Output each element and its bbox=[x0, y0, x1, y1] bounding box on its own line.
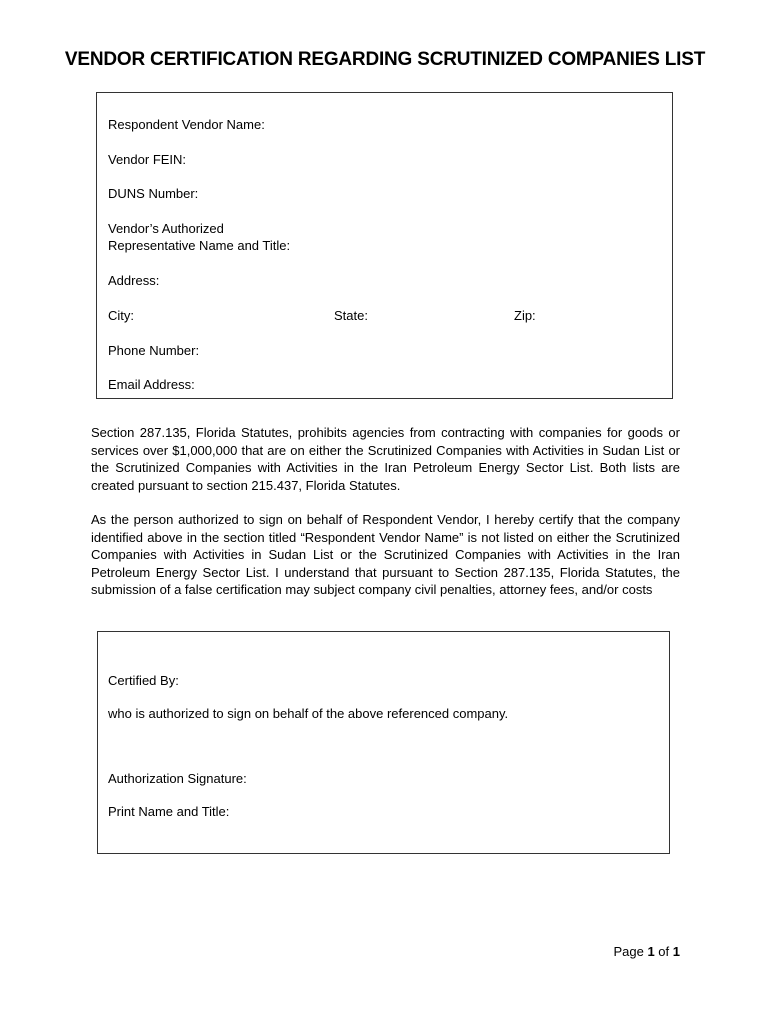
statute-paragraph: Section 287.135, Florida Statutes, prohibits agencies from contracting with companies for goods or services over $1,000,000 that are on either the Scrutinized Companies with Activities in Sudan List or the Scrutinized Companies with Activities in the Iran Petroleum Energy Sector List. Both lists are created pursuant to section 215.437, Florida Statutes. bbox=[91, 425, 680, 493]
phone-number-label: Phone Number: bbox=[108, 343, 200, 358]
authorized-rep-label-line1: Vendor’s Authorized bbox=[108, 221, 224, 236]
authorized-rep-label-line2: Representative Name and Title: bbox=[108, 238, 291, 253]
address-label: Address: bbox=[108, 273, 160, 288]
duns-number-label: DUNS Number: bbox=[108, 186, 199, 201]
state-label: State: bbox=[334, 308, 368, 323]
respondent-vendor-name-label: Respondent Vendor Name: bbox=[108, 117, 265, 132]
print-name-title-label: Print Name and Title: bbox=[108, 804, 230, 819]
page-total: 1 bbox=[672, 944, 680, 959]
page-title: VENDOR CERTIFICATION REGARDING SCRUTINIZED COMPANIES LIST bbox=[64, 49, 706, 70]
vendor-info-box bbox=[96, 92, 673, 399]
certified-by-label: Certified By: bbox=[108, 673, 179, 688]
email-address-label: Email Address: bbox=[108, 377, 195, 392]
zip-label: Zip: bbox=[514, 308, 536, 323]
certification-signature-box bbox=[97, 631, 670, 854]
certification-paragraph: As the person authorized to sign on behalf of Respondent Vendor, I hereby certify that the company identified above in the section titled “Respondent Vendor Name” is not listed on either the Scrutinized Companies with Activities in Sudan List or the Scrutinized Companies with Activities in the Iran Petroleum Energy Sector List. I understand that pursuant to Section 287.135, Florida Statutes, the submission of a false certification may subject company civil penalties, attorney fees, and/or costs bbox=[91, 512, 680, 597]
city-label: City: bbox=[108, 308, 134, 323]
authorization-signature-label: Authorization Signature: bbox=[108, 771, 247, 786]
page-word: Page bbox=[613, 944, 644, 959]
of-word: of bbox=[658, 944, 670, 959]
vendor-fein-label: Vendor FEIN: bbox=[108, 152, 187, 167]
page-number bbox=[613, 944, 680, 959]
authorized-statement: who is authorized to sign on behalf of the above referenced company. bbox=[108, 706, 509, 721]
page-current: 1 bbox=[647, 944, 655, 959]
